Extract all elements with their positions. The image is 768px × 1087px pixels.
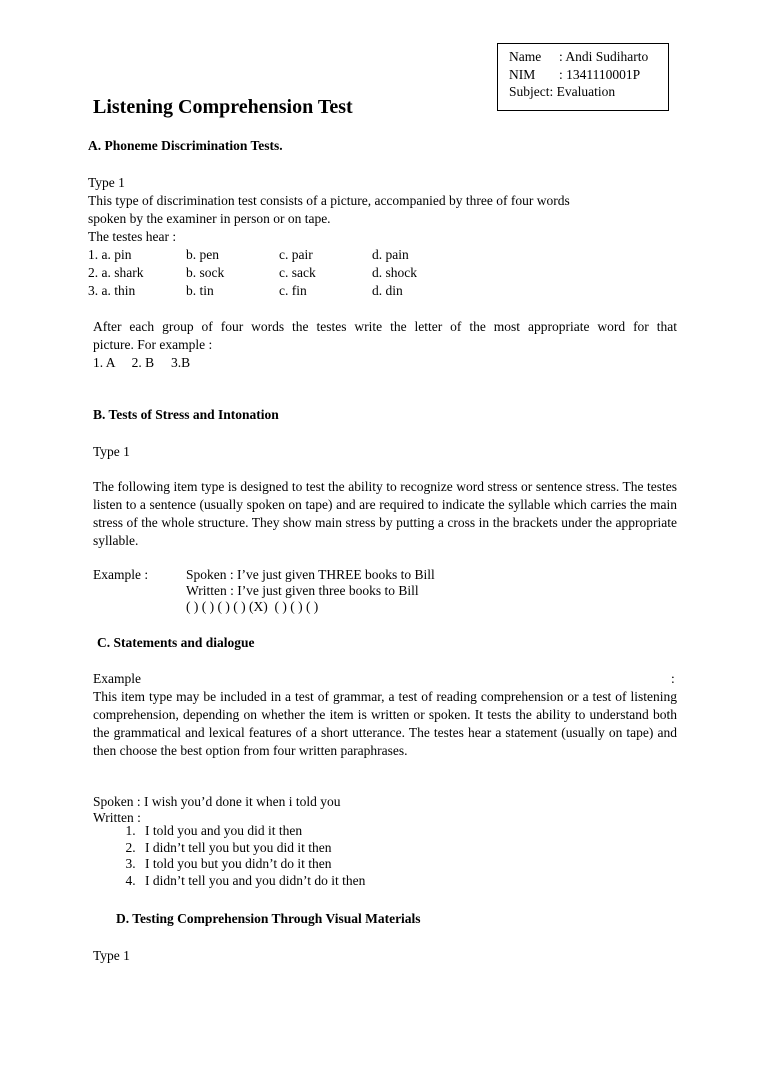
word-cell: b. pen xyxy=(186,247,219,262)
name-row xyxy=(509,48,668,66)
section-c-spoken: Spoken : I wish you’d done it when i told you xyxy=(93,794,341,809)
word-cell: 3. a. thin xyxy=(88,283,136,298)
student-info-box xyxy=(497,43,669,111)
section-b-brackets: ( ) ( ) ( ) ( ) (X) ( ) ( ) ( ) xyxy=(186,599,319,614)
word-cell: d. shock xyxy=(372,265,417,280)
section-a-desc-line1: This type of discrimination test consists of a picture, accompanied by three of four words xyxy=(88,193,570,208)
word-cell: d. din xyxy=(372,283,403,298)
word-cell: c. fin xyxy=(279,283,307,298)
name-value: : Andi Sudiharto xyxy=(559,49,649,64)
nim-row xyxy=(509,66,668,84)
section-a-answers: 1. A 2. B 3.B xyxy=(93,355,191,370)
section-b-spoken: Spoken : I’ve just given THREE books to Bill xyxy=(186,567,435,582)
word-cell: b. sock xyxy=(186,265,225,280)
section-c-heading: C. Statements and dialogue xyxy=(97,635,255,650)
option-item: 2. I didn’t tell you but you did it then xyxy=(139,840,365,857)
section-b-heading: B. Tests of Stress and Intonation xyxy=(93,407,279,422)
subject-row xyxy=(509,83,668,101)
option-item: 1. I told you and you did it then xyxy=(139,823,365,840)
word-cell: c. pair xyxy=(279,247,313,262)
section-a-desc-line2: spoken by the examiner in person or on tape. xyxy=(88,211,331,226)
section-c-example-colon: : xyxy=(671,671,675,686)
word-cell: c. sack xyxy=(279,265,316,280)
section-a-type: Type 1 xyxy=(88,175,125,190)
page-title: Listening Comprehension Test xyxy=(93,96,353,118)
subject-label: Subject xyxy=(509,84,550,99)
option-item: 3. I told you but you didn’t do it then xyxy=(139,856,365,873)
nim-value: : 1341110001P xyxy=(559,66,641,82)
word-cell: d. pain xyxy=(372,247,409,262)
subject-value: : Evaluation xyxy=(549,84,616,99)
section-b-written: Written : I’ve just given three books to Bill xyxy=(186,583,419,598)
section-a-hear: The testes hear : xyxy=(88,229,177,244)
section-d-heading: D. Testing Comprehension Through Visual Materials xyxy=(116,911,421,926)
section-c-example-label: Example xyxy=(93,671,141,686)
section-b-paragraph: The following item type is designed to test the ability to recognize word stress or sentence stress. The testes listen to a sentence (usually spoken on tape) and are required to indicate the syllable which carries the main stress of the whole structure. They show main stress by putting a cross in the brackets under the appropriate syllable. xyxy=(93,479,677,548)
section-c-written: Written : xyxy=(93,810,141,825)
name-label: Name xyxy=(509,49,542,64)
section-a-after-line1: After each group of four words the testes write the letter of the most appropriate word for that xyxy=(93,319,677,334)
section-d-type: Type 1 xyxy=(93,948,130,963)
section-a-heading: A. Phoneme Discrimination Tests. xyxy=(88,138,283,153)
section-b-example-label: Example : xyxy=(93,567,149,582)
section-b-type: Type 1 xyxy=(93,444,130,459)
section-c-options xyxy=(93,823,365,889)
nim-label: NIM xyxy=(509,66,536,82)
word-cell: 2. a. shark xyxy=(88,265,144,280)
word-cell: b. tin xyxy=(186,283,214,298)
option-item: 4. I didn’t tell you and you didn’t do it then xyxy=(139,873,365,890)
section-c-paragraph: This item type may be included in a test of grammar, a test of reading comprehension or a test of listening comprehension, depending on whether the item is written or spoken. It tests the ability to understand both the grammatical and lexical features of a short utterance. The testes hear a statement (usually on tape) and then choose the best option from four written paraphrases. xyxy=(93,689,677,758)
word-cell: 1. a. pin xyxy=(88,247,132,262)
section-a-after-line2: picture. For example : xyxy=(93,337,213,352)
